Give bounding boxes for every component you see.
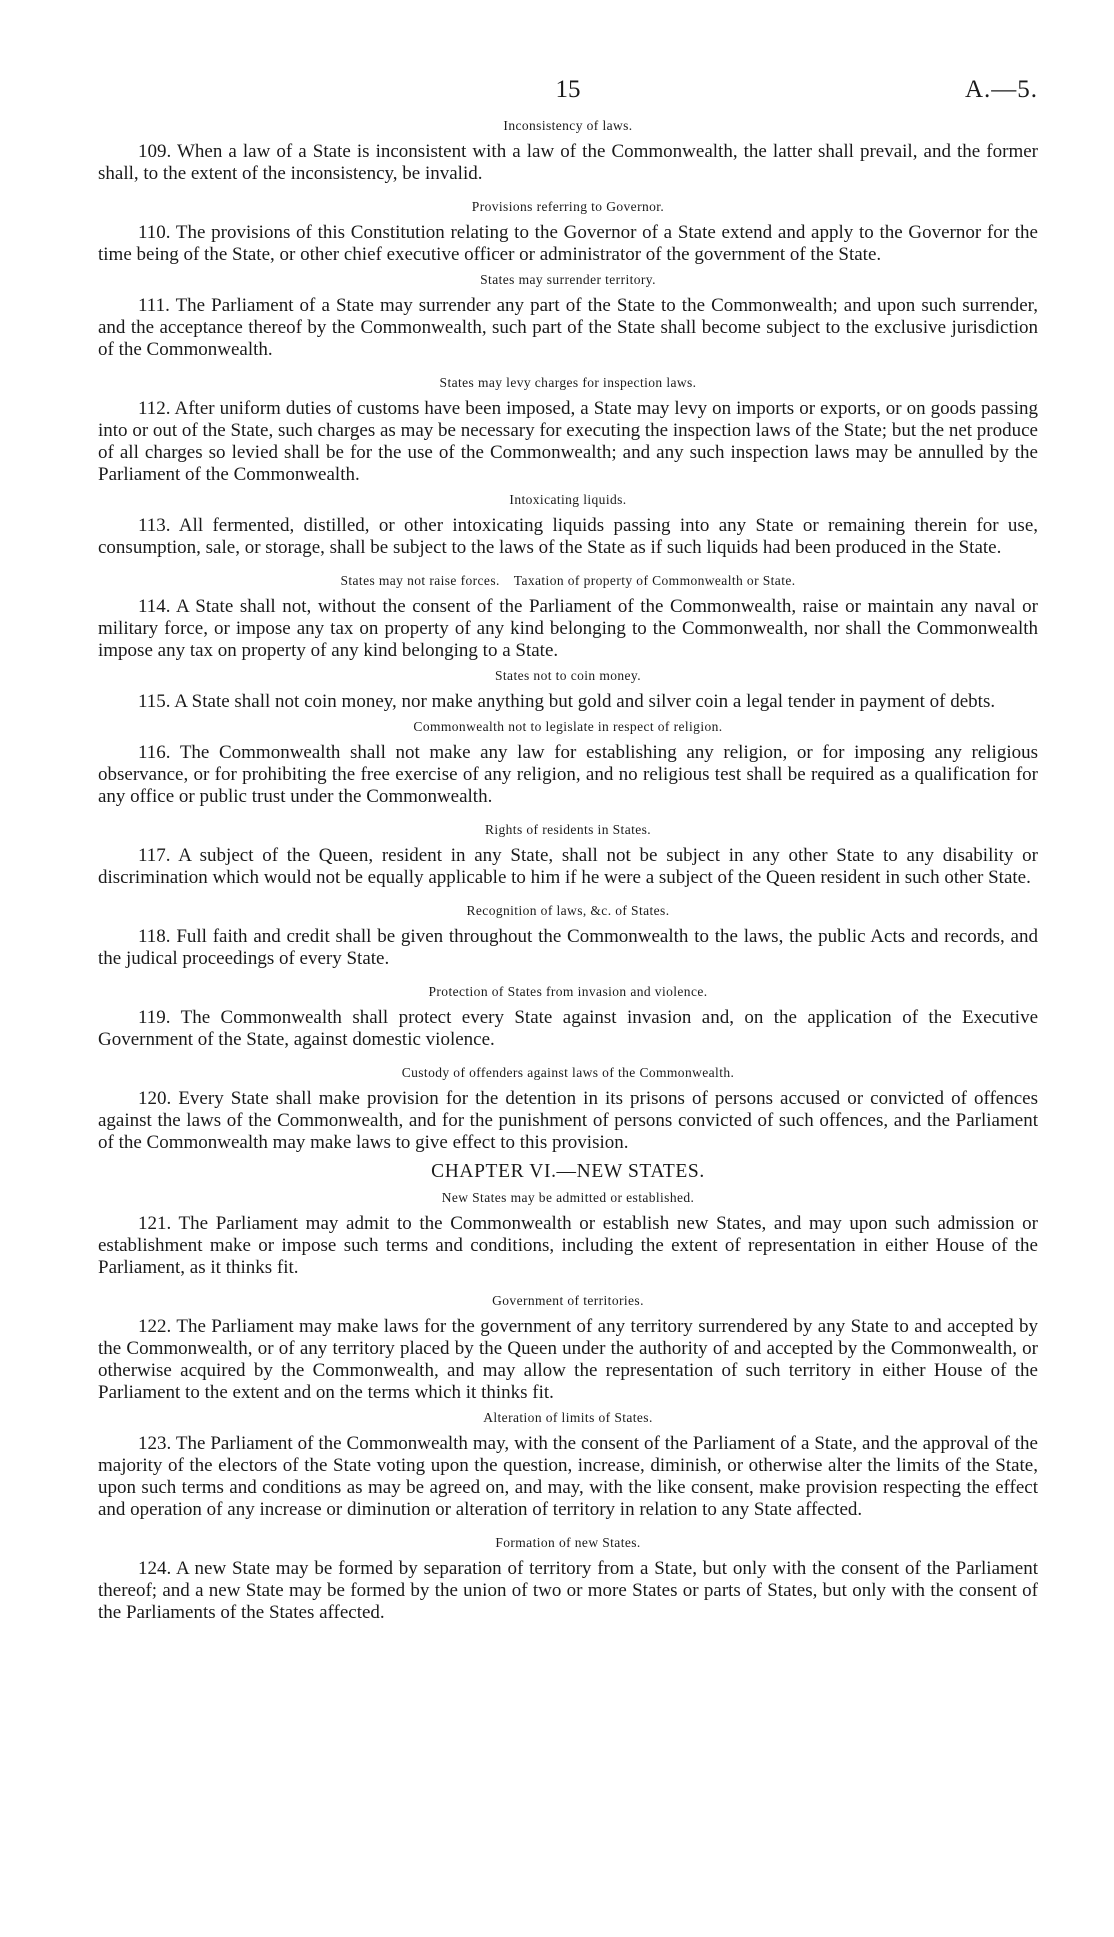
chapter-title: CHAPTER VI.—NEW STATES. <box>431 1161 705 1182</box>
section-111-heading: States may surrender territory. <box>480 272 656 287</box>
section-110-heading: Provisions referring to Governor. <box>471 199 665 214</box>
section-118-text: 118. Full faith and credit shall be given throughout the Commonwealth to the laws, the public Acts and records, and the judical proceedings of every State. <box>98 926 1038 969</box>
section-124-heading: Formation of new States. <box>495 1535 641 1550</box>
section-116-text: 116. The Commonwealth shall not make any law for establishing any religion, or for imposing any religious observance, or for prohibiting the free exercise of any religion, and no religious test shall be required as a qualification for any office or public trust under the Commonwealth. <box>98 742 1038 807</box>
section-121-heading: New States may be admitted or established. <box>441 1190 695 1205</box>
section-122-heading: Government of territories. <box>492 1293 644 1308</box>
section-118-heading: Recognition of laws, &c. of States. <box>466 903 670 918</box>
running-header <box>98 72 1038 112</box>
section-124-text: 124. A new State may be formed by separation of territory from a State, but only with the consent of the Parliament thereof; and a new State may be formed by the union of two or more States or parts of States, but only with the consent of the Parliaments of the States affected. <box>98 1558 1038 1623</box>
section-113-text: 113. All fermented, distilled, or other intoxicating liquids passing into any State or remaining therein for use, consumption, sale, or storage, shall be subject to the laws of the State as if such liquids had been produced in the State. <box>98 515 1038 558</box>
section-115-text: 115. A State shall not coin money, nor make anything but gold and silver coin a legal tender in payment of debts. <box>138 691 996 712</box>
section-123-text: 123. The Parliament of the Commonwealth may, with the consent of the Parliament of a State, and the approval of the majority of the electors of the State voting upon the question, increase, diminish, or otherwise alter the limits of the State, upon such terms and conditions as may be agreed on, and may, with the like consent, make provision respecting the effect and operation of any increase or diminution or alteration of territory in relation to any State affected. <box>98 1433 1038 1520</box>
section-109-text: 109. When a law of a State is inconsistent with a law of the Commonwealth, the latter shall prevail, and the former shall, to the extent of the inconsistency, be invalid. <box>98 141 1038 184</box>
section-109-heading: Inconsistency of laws. <box>503 118 633 133</box>
section-110-text: 110. The provisions of this Constitution relating to the Governor of a State extend and apply to the Governor for the time being of the State, or other chief executive officer or administrator of the government of the State. <box>98 222 1038 265</box>
section-120-heading: Custody of offenders against laws of the Commonwealth. <box>401 1065 735 1080</box>
section-114-text: 114. A State shall not, without the consent of the Parliament of the Commonwealth, raise or maintain any naval or military force, or impose any tax on property of any kind belonging to the Commonwealth, nor shall the Commonwealth impose any tax on property of any kind belonging to a State. <box>98 596 1038 661</box>
document-page <box>98 72 1038 1624</box>
section-119-text: 119. The Commonwealth shall protect every State against invasion and, on the application of the Executive Government of the State, against domestic violence. <box>98 1007 1038 1050</box>
section-114-heading-left: States may not raise forces. <box>340 573 500 588</box>
section-113-heading: Intoxicating liquids. <box>509 492 627 507</box>
section-111-text: 111. The Parliament of a State may surrender any part of the State to the Commonwealth; and upon such surrender, and the acceptance thereof by the Commonwealth, such part of the State shall become subject to the exclusive jurisdiction of the Commonwealth. <box>98 295 1038 360</box>
section-121-text: 121. The Parliament may admit to the Commonwealth or establish new States, and may upon such admission or establishment make or impose such terms and conditions, including the extent of representation in either House of the Parliament, as it thinks fit. <box>98 1213 1038 1278</box>
section-117-heading: Rights of residents in States. <box>484 822 652 837</box>
document-reference: A.—5. <box>964 76 1038 103</box>
section-114-headings <box>98 573 1038 589</box>
section-120-text: 120. Every State shall make provision for the detention in its prisons of persons accused or convicted of offences against the laws of the Commonwealth, and for the punishment of persons convicted of such offences, and the Parliament of the Commonwealth may make laws to give effect to this provision. <box>98 1088 1038 1153</box>
section-122-text: 122. The Parliament may make laws for the government of any territory surrendered by any State to and accepted by the Commonwealth, or of any territory placed by the Queen under the authority of and accepted by the Commonwealth, or otherwise acquired by the Commonwealth, and may allow the representation of such territory in either House of the Parliament to the extent and on the terms which it thinks fit. <box>98 1316 1038 1403</box>
section-112-text: 112. After uniform duties of customs have been imposed, a State may levy on imports or exports, or on goods passing into or out of the State, such charges as may be necessary for executing the inspection laws of the State; but the net produce of all charges so levied shall be for the use of the Commonwealth; and any such inspection laws may be annulled by the Parliament of the Commonwealth. <box>98 398 1038 485</box>
section-117-text: 117. A subject of the Queen, resident in any State, shall not be subject in any other State to any disability or discrimination which would not be equally applicable to him if he were a subject of the Queen resident in such other State. <box>98 845 1038 888</box>
page-number: 15 <box>555 76 581 103</box>
section-123-heading: Alteration of limits of States. <box>483 1410 653 1425</box>
section-116-heading: Commonwealth not to legislate in respect of religion. <box>413 719 723 734</box>
section-115-heading: States not to coin money. <box>495 668 641 683</box>
section-114-heading-right: Taxation of property of Commonwealth or State. <box>513 573 796 588</box>
section-112-heading: States may levy charges for inspection laws. <box>439 375 697 390</box>
section-119-heading: Protection of States from invasion and violence. <box>428 984 708 999</box>
